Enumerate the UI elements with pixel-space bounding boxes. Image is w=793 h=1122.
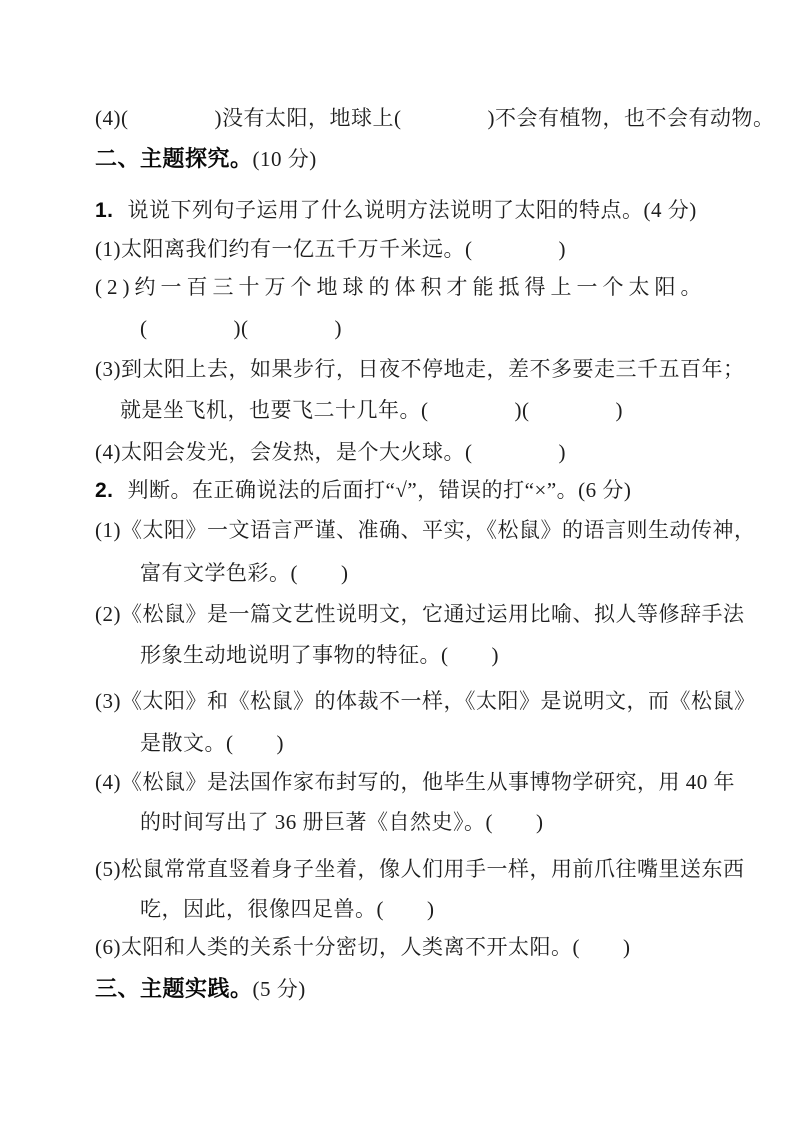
section-3-title: 三、主题实践。 bbox=[95, 976, 253, 1001]
q2-item-3: (3)《太阳》和《松鼠》的体裁不一样，《太阳》是说明文，而《松鼠》 bbox=[95, 689, 756, 713]
fillblank-item-4: (4)( )没有太阳，地球上( )不会有植物，也不会有动物。 bbox=[95, 106, 775, 130]
q2-item-1-continuation: 富有文学色彩。( ) bbox=[140, 561, 349, 585]
q1-item-2-answer-blanks: ( )( ) bbox=[140, 316, 342, 340]
q2-stem bbox=[95, 475, 631, 506]
q2-item-5-continuation: 吃，因此，很像四足兽。( ) bbox=[140, 897, 435, 921]
q2-item-4-continuation: 的时间写出了 36 册巨著《自然史》。( ) bbox=[140, 810, 544, 834]
q2-item-6: (6)太阳和人类的关系十分密切，人类离不开太阳。( ) bbox=[95, 935, 631, 959]
q1-item-3: (3)到太阳上去，如果步行，日夜不停地走，差不多要走三千五百年； bbox=[95, 357, 745, 381]
q1-stem bbox=[95, 195, 697, 226]
q2-item-1: (1)《太阳》一文语言严谨、准确、平实，《松鼠》的语言则生动传神， bbox=[95, 518, 756, 542]
q2-stem-text: 判断。在正确说法的后面打“√”，错误的打“×”。(6 分) bbox=[127, 478, 632, 502]
q2-item-2: (2)《松鼠》是一篇文艺性说明文，它通过运用比喻、拟人等修辞手法 bbox=[95, 602, 745, 626]
section-2-score: (10 分) bbox=[252, 147, 317, 171]
q1-item-3-continuation: 就是坐飞机，也要飞二十几年。( )( ) bbox=[120, 398, 623, 422]
section-3-score: (5 分) bbox=[252, 977, 306, 1001]
q2-number: 2. bbox=[95, 479, 114, 502]
q2-item-4: (4)《松鼠》是法国作家布封写的，他毕生从事博物学研究，用 40 年 bbox=[95, 770, 735, 794]
q1-item-2: (2)约一百三十万个地球的体积才能抵得上一个太阳。 bbox=[95, 275, 707, 299]
q2-item-5: (5)松鼠常常直竖着身子坐着，像人们用手一样，用前爪往嘴里送东西 bbox=[95, 857, 745, 881]
section-heading-3 bbox=[95, 974, 306, 1004]
q1-stem-text: 说说下列句子运用了什么说明方法说明了太阳的特点。(4 分) bbox=[127, 198, 697, 222]
q1-item-1: (1)太阳离我们约有一亿五千万千米远。( ) bbox=[95, 237, 566, 261]
section-heading-2 bbox=[95, 144, 317, 174]
q1-number: 1. bbox=[95, 199, 114, 222]
q1-item-4: (4)太阳会发光，会发热，是个大火球。( ) bbox=[95, 440, 566, 464]
q2-item-2-continuation: 形象生动地说明了事物的特征。( ) bbox=[140, 643, 499, 667]
q2-item-3-continuation: 是散文。( ) bbox=[140, 731, 284, 755]
section-2-title: 二、主题探究。 bbox=[95, 146, 253, 171]
